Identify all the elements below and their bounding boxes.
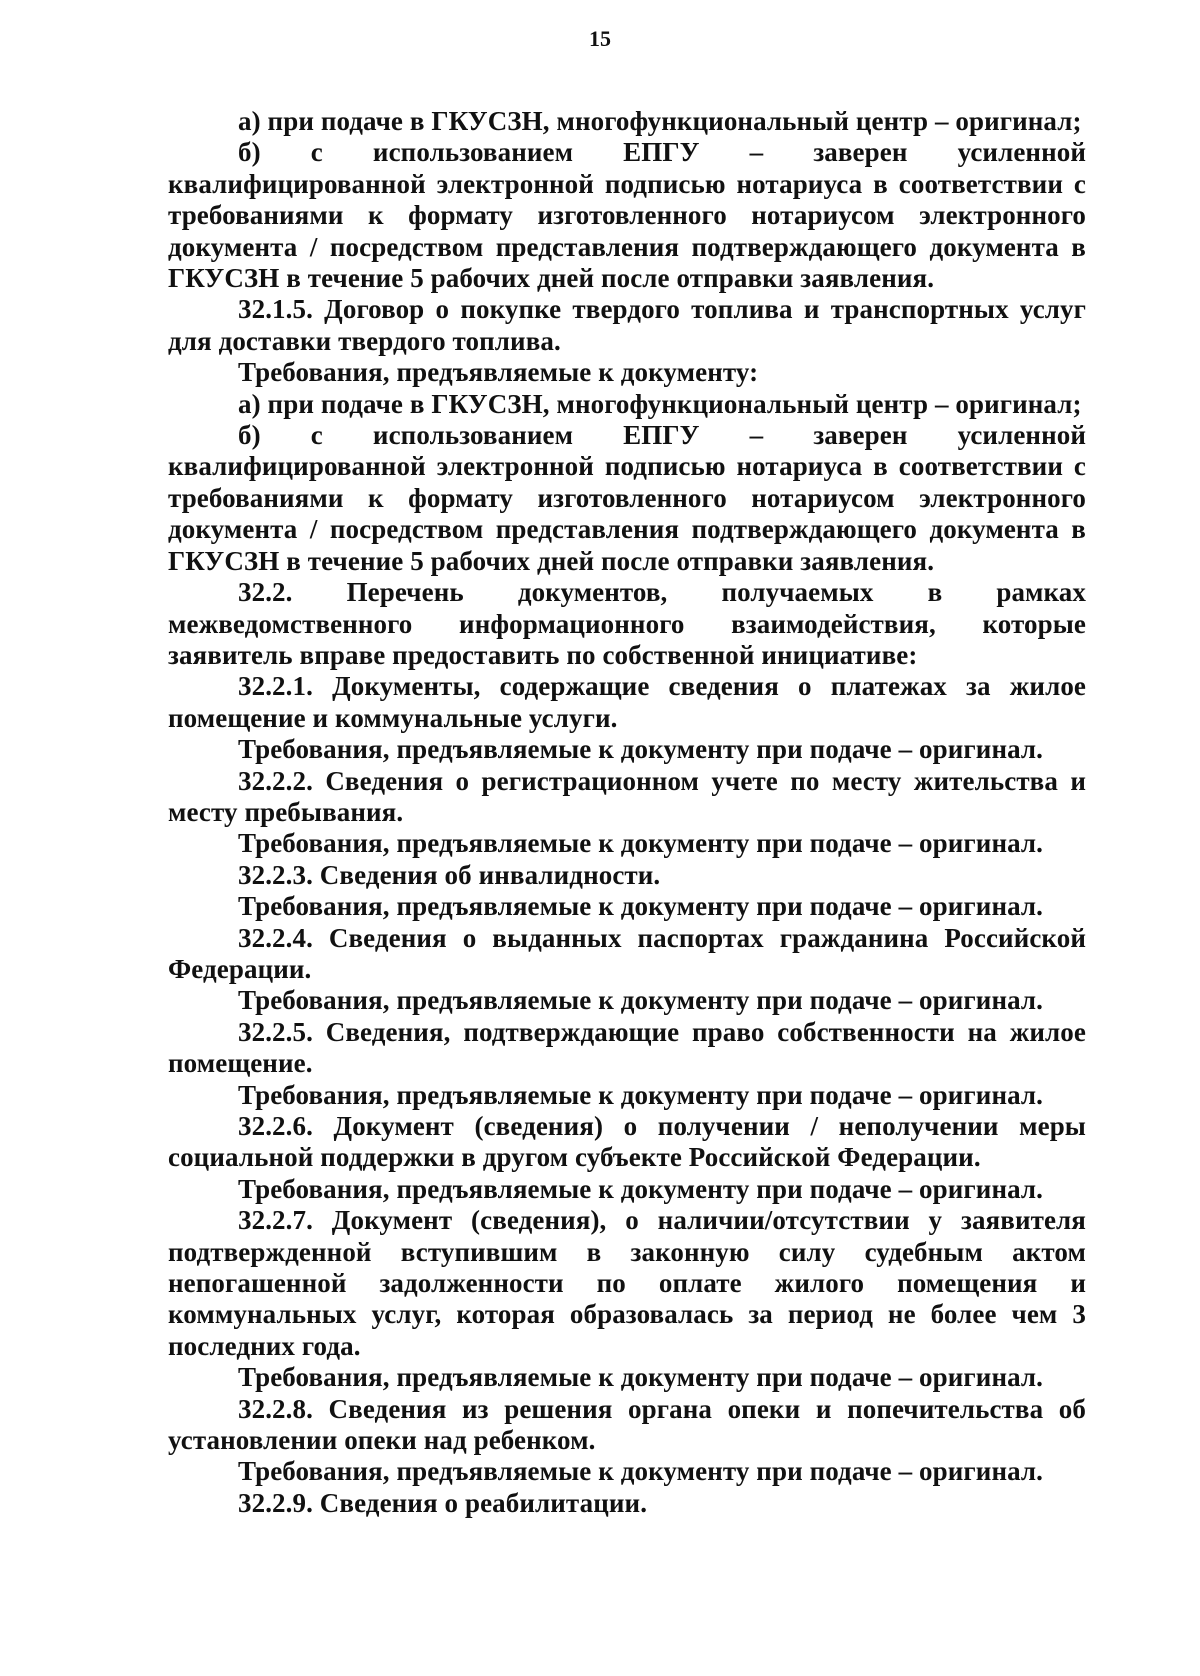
paragraph: а) при подаче в ГКУСЗН, многофункциональный центр – оригинал; <box>238 388 1082 419</box>
document-body <box>168 106 1086 1519</box>
paragraph: 32.2.8. Сведения из решения органа опеки и попечительства об установлении опеки над ребенком. <box>168 1393 1086 1456</box>
paragraph: Требования, предъявляемые к документу при подаче – оригинал. <box>238 734 1044 765</box>
paragraph: 32.2.4. Сведения о выданных паспортах гражданина Российской Федерации. <box>168 922 1086 984</box>
paragraph: б) с использованием ЕПГУ – заверен усиленной квалифицированной электронной подписью нотариуса в соответствии с требованиями к формату изготовленного нотариусом электронного документа / посредством представления подтверждающего документа в ГКУСЗН в течение 5 рабочих дней после отправки заявления. <box>168 137 1086 294</box>
paragraph: Требования, предъявляемые к документу при подаче – оригинал. <box>238 1456 1044 1487</box>
paragraph: Требования, предъявляемые к документу при подаче – оригинал. <box>238 1173 1044 1204</box>
paragraph: 32.2.5. Сведения, подтверждающие право собственности на жилое помещение. <box>168 1016 1086 1079</box>
paragraph: 32.1.5. Договор о покупке твердого топлива и транспортных услуг для доставки твердого топлива. <box>168 294 1086 356</box>
page-number: 15 <box>589 26 611 51</box>
paragraph: Требования, предъявляемые к документу при подаче – оригинал. <box>238 891 1044 922</box>
paragraph: Требования, предъявляемые к документу: <box>238 357 759 388</box>
paragraph: Требования, предъявляемые к документу при подаче – оригинал. <box>238 1362 1044 1393</box>
paragraph: 32.2.3. Сведения об инвалидности. <box>238 859 661 890</box>
paragraph: Требования, предъявляемые к документу при подаче – оригинал. <box>238 828 1044 859</box>
paragraph: Требования, предъявляемые к документу при подаче – оригинал. <box>238 985 1044 1016</box>
paragraph: 32.2. Перечень документов, получаемых в рамках межведомственного информационного взаимодействия, которые заявитель вправе предоставить по собственной инициативе: <box>168 577 1086 670</box>
paragraph: Требования, предъявляемые к документу при подаче – оригинал. <box>238 1079 1044 1110</box>
paragraph: 32.2.6. Документ (сведения) о получении / неполучении меры социальной поддержки в другом субъекте Российской Федерации. <box>168 1111 1086 1173</box>
paragraph: 32.2.9. Сведения о реабилитации. <box>238 1487 648 1518</box>
paragraph: б) с использованием ЕПГУ – заверен усиленной квалифицированной электронной подписью нотариуса в соответствии с требованиями к формату изготовленного нотариусом электронного документа / посредством представления подтверждающего документа в ГКУСЗН в течение 5 рабочих дней после отправки заявления. <box>168 420 1086 576</box>
paragraph: 32.2.1. Документы, содержащие сведения о платежах за жилое помещение и коммунальные услуги. <box>168 671 1086 733</box>
paragraph: а) при подаче в ГКУСЗН, многофункциональный центр – оригинал; <box>238 106 1082 136</box>
paragraph: 32.2.7. Документ (сведения), о наличии/отсутствии у заявителя подтвержденной вступившим в законную силу судебным актом непогашенной задолженности по оплате жилого помещения и коммунальных услуг, которая образовалась за период не более чем 3 последних года. <box>168 1205 1086 1361</box>
paragraph: 32.2.2. Сведения о регистрационном учете по месту жительства и месту пребывания. <box>168 765 1086 827</box>
